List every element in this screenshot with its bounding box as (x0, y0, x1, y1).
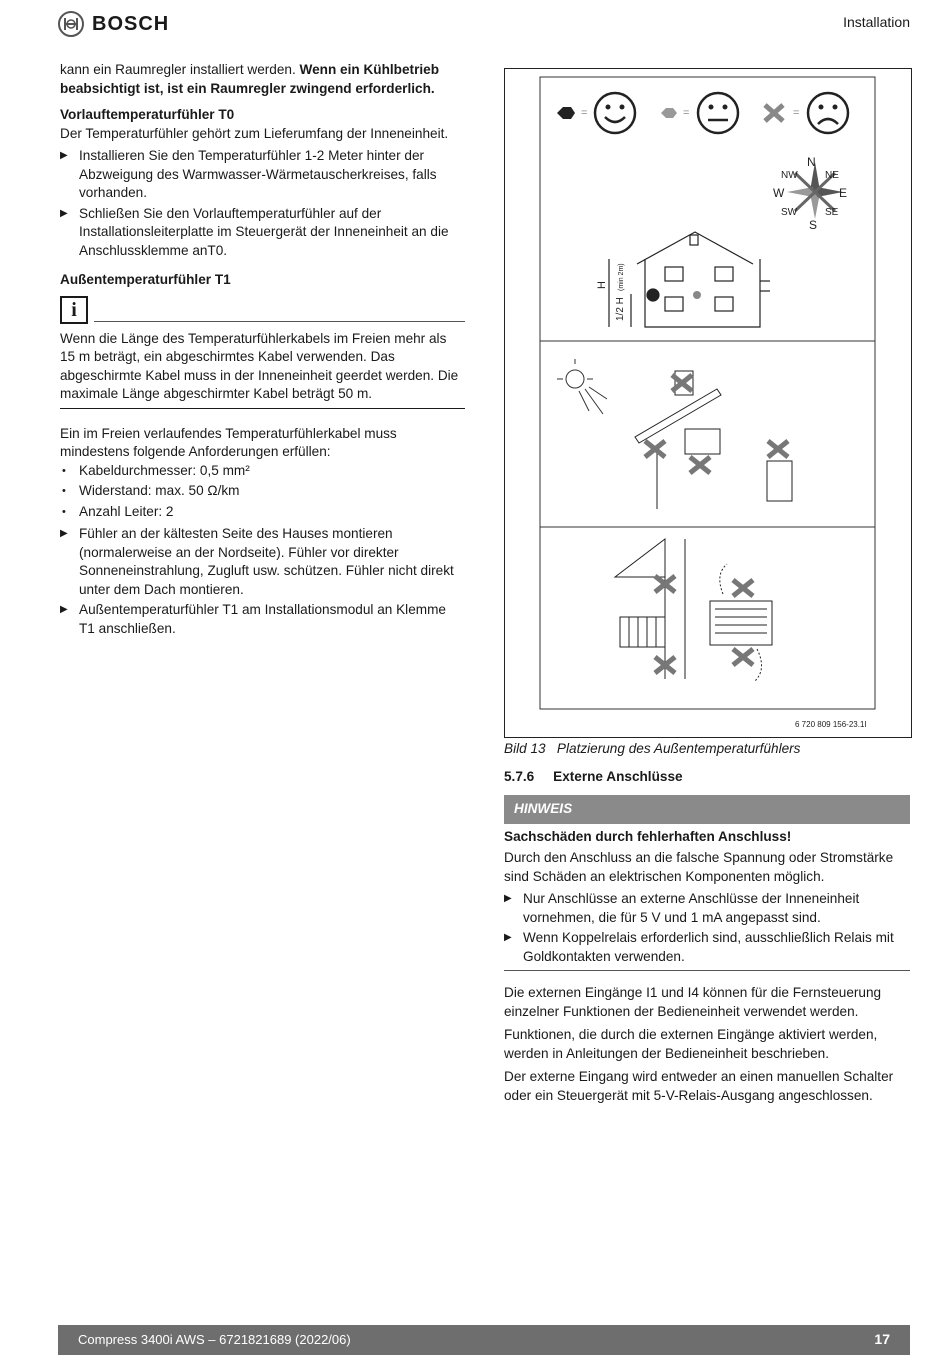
rating-row (557, 93, 848, 133)
svg-text:1/2 H: 1/2 H (615, 297, 626, 321)
notice-text: Durch den Anschluss an die falsche Spannung oder Stromstärke sind Schäden an elektrischen Komponenten möglich. (504, 850, 894, 884)
svg-text:SW: SW (781, 207, 798, 218)
svg-text:NW: NW (781, 170, 798, 181)
notice-title: Sachschäden durch fehlerhaften Anschluss! (504, 828, 792, 844)
t0-step: ▶ Schließen Sie den Vorlauftemperaturfühler auf der Installationsleiterplatte im Steuergerät der Inneneinheit an die Anschlussklemme anT0. (60, 205, 465, 261)
svg-text:SE: SE (825, 207, 839, 218)
intro-bold: Wenn ein Kühlbetrieb beabsichtigt ist, ist ein Raumregler zwingend erforderlich. (60, 62, 439, 96)
page-footer (58, 1325, 910, 1355)
info-rule (94, 321, 465, 322)
t1-step: ▶ Fühler an der kältesten Seite des Hauses montieren (normalerweise an der Nordseite). Fühler vor direkter Sonneneinstrahlung, Zugluft usw. schützen. Fühler nicht direkt unter dem Dach montieren. (60, 525, 465, 599)
svg-text:W: W (773, 186, 785, 200)
page-number: 17 (874, 1331, 890, 1347)
section-heading (504, 768, 910, 787)
brand-name: BOSCH (92, 12, 170, 35)
section-number: 5.7.6 (504, 768, 535, 784)
section-title: Installation (843, 14, 910, 30)
notice-banner: HINWEIS (504, 795, 910, 824)
body-paragraph: Der externe Eingang wird entweder an einen manuellen Schalter oder ein Steuergerät mit 5-V-Relais-Ausgang angeschlossen. (504, 1069, 894, 1103)
intro-paragraph (60, 61, 465, 98)
compass-rose (773, 155, 847, 232)
svg-text:(min 2m): (min 2m) (618, 263, 625, 291)
brand-logo (58, 10, 169, 38)
sensor-icon (661, 108, 677, 118)
info-text: Wenn die Länge des Temperaturfühlerkabels im Freien mehr als 15 m beträgt, ein abgeschirmtes Kabel verwenden. Das abgeschirmte Kabel muss in der Inneneinheit geerdet werden. Die maximale Länge abgeschirmter Kabel beträgt 50 m. (60, 330, 459, 401)
svg-text:=: = (683, 107, 690, 119)
info-icon: i (60, 296, 88, 324)
requirements-text: Ein im Freien verlaufendes Temperaturfühlerkabel muss mindestens folgende Anforderungen erfüllen: (60, 425, 397, 459)
info-icon-row (60, 294, 465, 324)
t1-heading: Außentemperaturfühler T1 (60, 272, 231, 287)
svg-text:=: = (581, 107, 588, 119)
t0-heading: Vorlauftemperaturfühler T0 (60, 107, 235, 122)
requirement-item: • Widerstand: max. 50 Ω/km (60, 482, 465, 501)
svg-text:H: H (596, 281, 608, 289)
figure-code: 6 720 809 156-23.1I (795, 720, 867, 729)
caption-text: Platzierung des Außentemperaturfühlers (556, 741, 801, 756)
intro-normal: kann ein Raumregler installiert werden. (60, 62, 300, 77)
sensor-icon (557, 107, 575, 119)
t0-step: ▶ Installieren Sie den Temperaturfühler 1-2 Meter hinter der Abzweigung des Warmwasser-Wärmetauscherkreises, falls vorhanden. (60, 147, 465, 203)
svg-text:NE: NE (825, 170, 839, 181)
svg-text:S: S (809, 218, 818, 232)
t1-step: ▶ Außentemperaturfühler T1 am Installationsmodul an Klemme T1 anschließen. (60, 601, 465, 638)
figure-13 (504, 68, 912, 738)
svg-text:E: E (839, 186, 848, 200)
footer-doc: Compress 3400i AWS – 6721821689 (2022/06) (78, 1332, 351, 1347)
sun-icon (557, 359, 607, 414)
body-paragraph: Die externen Eingänge I1 und I4 können für die Fernsteuerung einzelner Funktionen der Bedieneinheit verwendet werden. (504, 985, 882, 1019)
bad-sensor-icon (765, 105, 783, 121)
left-column (60, 61, 465, 638)
caption-label: Bild 13 (504, 741, 546, 756)
sensor-placement-illustration (505, 69, 911, 737)
section-heading-text: Externe Anschlüsse (553, 768, 683, 784)
t0-text: Der Temperaturfühler gehört zum Lieferumfang der Inneneinheit. (60, 125, 449, 141)
neutral-face-icon (698, 93, 738, 133)
notice-box (504, 828, 910, 972)
sad-face-icon (808, 93, 848, 133)
bosch-armature-icon (58, 11, 84, 37)
figure-caption (504, 740, 910, 759)
house-drawing (596, 232, 770, 327)
svg-text:=: = (793, 107, 800, 119)
roof-drawing (635, 371, 792, 509)
requirement-item: • Anzahl Leiter: 2 (60, 503, 465, 522)
right-column (504, 740, 910, 1105)
notice-step: ▶ Nur Anschlüsse an externe Anschlüsse der Inneneinheit vornehmen, die für 5 V und 1 mA angepasst sind. (504, 890, 910, 927)
notice-step: ▶ Wenn Koppelrelais erforderlich sind, ausschließlich Relais mit Goldkontakten verwenden. (504, 929, 910, 966)
requirement-item: • Kabeldurchmesser: 0,5 mm² (60, 462, 465, 481)
svg-text:N: N (807, 155, 816, 169)
body-paragraph: Funktionen, die durch die externen Eingänge aktiviert werden, werden in Anleitungen der Bedieneinheit beschrieben. (504, 1027, 878, 1061)
happy-face-icon (595, 93, 635, 133)
info-box (60, 324, 465, 409)
